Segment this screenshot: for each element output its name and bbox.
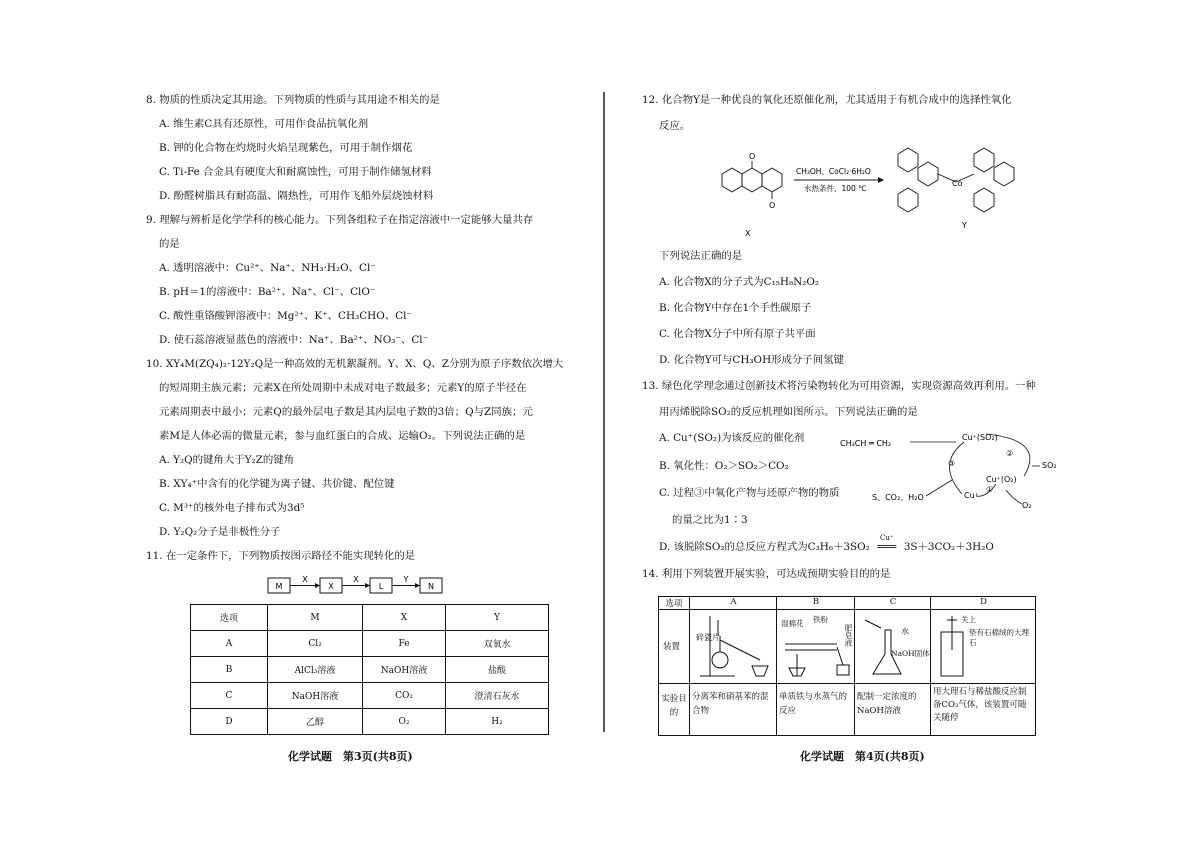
- table-row: [191, 657, 549, 683]
- q14-device-b-label-3: 肥皂液: [844, 624, 853, 647]
- reaction-condition-top: CH₃OH、CoCl₂·6H₂O: [796, 167, 871, 176]
- distillation-apparatus-icon: [690, 610, 777, 683]
- table-cell: NaOH溶液: [363, 657, 446, 683]
- flow-arrow-3-label: Y: [403, 575, 409, 584]
- q10-line-4: 素M是人体必需的微量元素，参与血红蛋白的合成、运输O₂。下列说法正确的是: [159, 430, 526, 442]
- table-cell: B: [191, 657, 268, 683]
- table-header-cell: X: [363, 605, 446, 631]
- volumetric-flask-icon: [855, 610, 931, 683]
- q14-device-b-label-2: 铁粉: [813, 615, 828, 624]
- table-cell: H₂: [446, 709, 549, 735]
- q14-device-c-label-1: 水: [901, 627, 909, 636]
- q13-option-d: [659, 534, 994, 554]
- q14-device-row: [659, 610, 1035, 684]
- q14-device-d-label-2: 垫有石棉绒的大理石: [969, 628, 1029, 647]
- q14-device-c: [854, 610, 931, 683]
- table-cell: 乙醇: [268, 709, 363, 735]
- q8-option-a: A. 维生素C具有还原性，可用作食品抗氧化剂: [159, 118, 369, 130]
- table-cell: D: [191, 709, 268, 735]
- mech-cu: Cu⁺: [964, 491, 979, 500]
- q10-line-2: 的短周期主族元素；元素X在所处周期中未成对电子数最多；元素Y的原子半径在: [159, 382, 527, 394]
- q9-option-a: A. 透明溶液中：Cu²⁺、Na⁺、NH₃·H₂O、Cl⁻: [159, 262, 376, 274]
- table-header-cell: Y: [446, 605, 549, 631]
- q13-option-d-tail: 3S＋3CO₂＋3H₂O: [903, 541, 994, 553]
- table-cell: NaOH溶液: [268, 683, 363, 709]
- q14-purpose-label: 实验目的: [661, 694, 687, 718]
- table-cell: O₂: [363, 709, 446, 735]
- q8-option-c: C. Ti-Fe 合金具有硬度大和耐腐蚀性，可用于制作储氢材料: [159, 166, 432, 178]
- q14-device-c-label-2: NaOH固体: [891, 649, 930, 658]
- table-cell: Fe: [363, 631, 446, 657]
- q13-option-d-head: D. 该脱除SO₂的总反应方程式为C₃H₆＋3SO₂: [659, 541, 870, 553]
- mech-o2: O₂: [1022, 501, 1032, 510]
- q14-header-cell: B: [776, 597, 855, 609]
- q14-device-a-label: 碎瓷片: [696, 633, 720, 642]
- table-cell: A: [191, 631, 268, 657]
- reaction-condition-bottom: 水热条件、100 ℃: [804, 184, 867, 193]
- q13-stem-1: 13. 绿色化学理念通过创新技术将污染物转化为可用资源，实现资源高效再利用。一种: [642, 380, 1036, 392]
- table-cell: AlCl₃溶液: [268, 657, 363, 683]
- q11-flow-diagram: [262, 572, 452, 598]
- table-row: [191, 631, 549, 657]
- q9-stem-1: 9. 理解与辨析是化学学科的核心能力。下列各组粒子在指定溶液中一定能够大量共存: [146, 214, 534, 226]
- q10-line-3: 元素周期表中最小；元素Q的最外层电子数是其内层电子数的3倍；Q与Z同族；元: [159, 406, 533, 418]
- q14-header-cell: 选项: [665, 599, 683, 609]
- compound-y-label: Y: [962, 221, 967, 230]
- q13-stem-2: 用丙烯脱除SO₂的反应机理如图所示。下列说法正确的是: [659, 406, 918, 418]
- q12-option-d: D. 化合物Y可与CH₃OH形成分子间氢键: [659, 354, 844, 366]
- q11-table: [190, 604, 549, 735]
- table-cell: 盐酸: [446, 657, 549, 683]
- q13-option-b: B. 氧化性：O₂＞SO₂＞CO₂: [659, 460, 789, 472]
- q8-option-d: D. 酚醛树脂具有耐高温、隔热性，可用作飞船外层烧蚀材料: [159, 190, 434, 202]
- mech-cu-so2: Cu⁺(SO₂): [962, 433, 998, 442]
- q12-option-b: B. 化合物Y中存在1个手性碳原子: [659, 302, 812, 314]
- mech-step2: ②: [1006, 449, 1014, 458]
- q13-mechanism-cycle: [836, 428, 1068, 518]
- q14-device-b-label-1: 湿棉花: [781, 619, 804, 628]
- q14-purpose-b: 单质铁与水蒸气的反应: [776, 684, 854, 735]
- table-cell: Cl₂: [268, 631, 363, 657]
- q12-stem-2: 反应。: [659, 120, 691, 132]
- flow-arrow-2-label: X: [353, 575, 359, 584]
- q13-option-c: C. 过程③中氧化产物与还原产物的物质: [659, 487, 840, 499]
- table-cell: 澄清石灰水: [446, 683, 549, 709]
- q13-option-a: A. Cu⁺(SO₂)为该反应的催化剂: [659, 432, 805, 444]
- right-page-footer: 化学试题 第4页(共8页): [800, 750, 925, 763]
- q9-option-c: C. 酸性重铬酸钾溶液中：Mg²⁺、K⁺、CH₃CHO、Cl⁻: [159, 310, 412, 322]
- q14-purpose-c: 配制一定浓度的NaOH溶液: [854, 684, 930, 735]
- table-cell: 双氧水: [446, 631, 549, 657]
- q14-device-b: [776, 610, 855, 683]
- q14-device-d: [930, 610, 1036, 683]
- q12-option-c: C. 化合物X分子中所有原子共平面: [659, 328, 816, 340]
- y-cobalt: Co: [952, 179, 963, 188]
- q13-cat-arrow: Cu⁺ ═══: [870, 540, 904, 554]
- q14-device-d-label-1: 关上: [961, 615, 976, 624]
- flow-box-l-label: L: [378, 582, 384, 591]
- mech-arc-3: [949, 442, 964, 494]
- table-header-cell: M: [268, 605, 363, 631]
- mech-step3: ③: [948, 459, 956, 468]
- table-row: [191, 709, 549, 735]
- q10-option-a: A. Y₂Q的键角大于Y₂Z的键角: [159, 454, 295, 466]
- table-header-cell: 选项: [191, 605, 268, 631]
- q9-option-b: B. pH＝1的溶液中：Ba²⁺、Na⁺、Cl⁻、ClO⁻: [159, 286, 376, 298]
- q13-eq-catalyst: Cu⁺: [880, 534, 894, 542]
- q12-stem-1: 12. 化合物Y是一种优良的氧化还原催化剂，尤其适用于有机合成中的选择性氧化: [642, 94, 1012, 106]
- q14-header-cell: A: [689, 597, 777, 609]
- compound-x-structure: [722, 161, 782, 199]
- q14-stem: 14. 利用下列装置开展实验，可达成预期实验目的的是: [642, 568, 891, 580]
- q14-device-label: 装置: [663, 642, 681, 652]
- q8-option-b: B. 钾的化合物在灼烧时火焰呈现紫色，可用于制作烟花: [159, 142, 413, 154]
- q14-header-cell: C: [854, 597, 931, 609]
- q13-option-c-cont: 的量之比为1∶3: [672, 514, 748, 526]
- q12-prompt: 下列说法正确的是: [659, 250, 743, 262]
- mech-products: S、CO₂、H₂O: [872, 493, 924, 502]
- q10-option-d: D. Y₂Q₂分子是非极性分子: [159, 526, 281, 538]
- q9-option-d: D. 使石蕊溶液显蓝色的溶液中：Na⁺、Ba²⁺、NO₃⁻、Cl⁻: [159, 334, 429, 346]
- q12-reaction-scheme: [712, 146, 1062, 238]
- q10-line-1: 10. XY₄M(ZQ₄)₂·12Y₂Q是一种高效的无机絮凝剂。Y、X、Q、Z分别为原子序数依次增大: [146, 358, 564, 370]
- q8-stem: 8. 物质的性质决定其用途。下列物质的性质与其用途不相关的是: [146, 94, 440, 106]
- mech-cu-o2: Cu⁺(O₂): [986, 475, 1017, 484]
- q10-option-b: B. XY₄⁺中含有的化学键为离子键、共价键、配位键: [159, 478, 395, 490]
- mech-so2: SO₂: [1042, 461, 1057, 470]
- q14-header-row: [659, 597, 1035, 610]
- flow-arrow-1-label: X: [302, 575, 308, 584]
- q14-table: [658, 596, 1036, 736]
- q14-header-cell: D: [930, 597, 1036, 609]
- x-oxygen-1: O: [749, 152, 756, 161]
- q9-stem-2: 的是: [159, 238, 180, 250]
- left-page-footer: 化学试题 第3页(共8页): [288, 750, 413, 763]
- q11-stem: 11. 在一定条件下，下列物质按图示路径不能实现转化的是: [146, 550, 416, 562]
- q10-option-c: C. M³⁺的核外电子排布式为3d⁵: [159, 502, 305, 514]
- flow-box-m-label: M: [275, 582, 283, 591]
- flow-box-x-label: X: [328, 582, 334, 591]
- page-divider: [603, 92, 605, 732]
- mech-propene: CH₃CH ═ CH₂: [840, 439, 892, 448]
- flow-box-n-label: N: [428, 582, 434, 591]
- q12-option-a: A. 化合物X的分子式为C₁₅H₈N₂O₂: [659, 276, 820, 288]
- q14-device-a: [689, 610, 777, 683]
- table-cell: C: [191, 683, 268, 709]
- compound-x-label: X: [745, 229, 751, 238]
- table-header-row: [191, 605, 549, 631]
- q14-purpose-row: [659, 684, 1035, 735]
- q14-purpose-d: 用大理石与稀盐酸反应制备CO₂气体，该装置可随关随停: [930, 684, 1035, 735]
- x-oxygen-2: O: [769, 201, 776, 210]
- table-row: [191, 683, 549, 709]
- q14-purpose-a: 分离苯和硝基苯的混合物: [689, 684, 772, 735]
- table-cell: CO₂: [363, 683, 446, 709]
- mech-step1: ①: [986, 485, 994, 494]
